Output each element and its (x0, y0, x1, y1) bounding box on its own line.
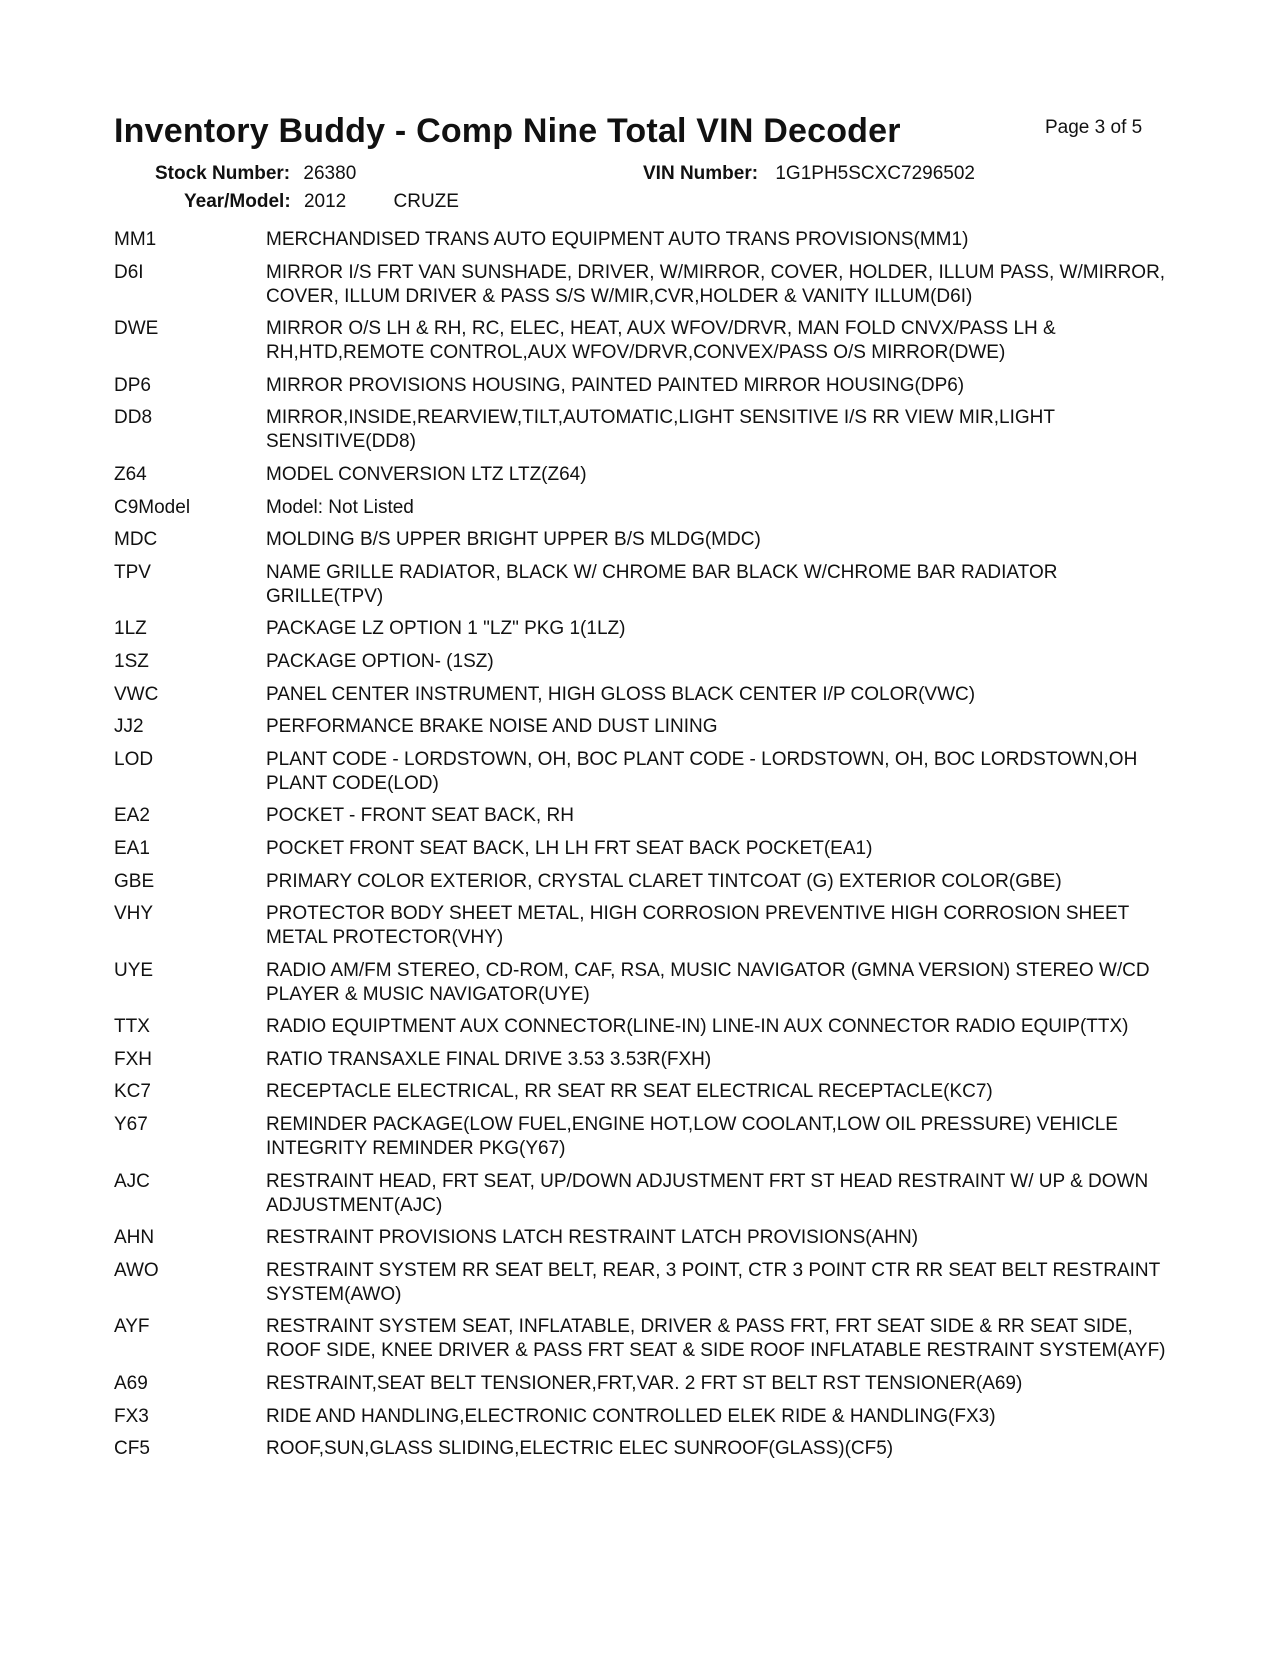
option-row (114, 650, 1174, 674)
option-description: POCKET - FRONT SEAT BACK, RH (266, 805, 574, 827)
option-code: A69 (114, 1373, 148, 1395)
option-code: D6I (114, 261, 144, 283)
option-description: REMINDER PACKAGE(LOW FUEL,ENGINE HOT,LOW COOLANT,LOW OIL PRESSURE) VEHICLE INTEGRITY REMINDER PKG(Y67) (266, 1114, 1118, 1160)
option-row (114, 261, 1174, 309)
option-description: RIDE AND HANDLING,ELECTRONIC CONTROLLED ELEK RIDE & HANDLING(FX3) (266, 1405, 996, 1427)
option-row (114, 804, 1174, 828)
option-row (114, 902, 1174, 950)
year-model-row (184, 191, 459, 213)
option-description: RADIO AM/FM STEREO, CD-ROM, CAF, RSA, MUSIC NAVIGATOR (GMNA VERSION) STEREO W/CD PLAYER & MUSIC NAVIGATOR(UYE) (266, 959, 1150, 1005)
option-description: RESTRAINT,SEAT BELT TENSIONER,FRT,VAR. 2 FRT ST BELT RST TENSIONER(A69) (266, 1373, 1023, 1395)
option-description: PACKAGE LZ OPTION 1 "LZ" PKG 1(1LZ) (266, 618, 626, 640)
option-code: VHY (114, 903, 154, 925)
vin-number-value: 1G1PH5SCXC7296502 (775, 163, 975, 184)
option-code: GBE (114, 870, 155, 892)
option-row (114, 1372, 1174, 1396)
option-description: PERFORMANCE BRAKE NOISE AND DUST LINING (266, 716, 718, 738)
option-code: VWC (114, 683, 159, 705)
option-description: RESTRAINT PROVISIONS LATCH RESTRAINT LATCH PROVISIONS(AHN) (266, 1227, 919, 1249)
option-code: Y67 (114, 1114, 148, 1136)
option-description: RECEPTACLE ELECTRICAL, RR SEAT RR SEAT ELECTRICAL RECEPTACLE(KC7) (266, 1081, 993, 1103)
option-description: POCKET FRONT SEAT BACK, LH LH FRT SEAT BACK POCKET(EA1) (266, 837, 873, 859)
option-code: EA2 (114, 805, 150, 827)
vin-number-label: VIN Number: (643, 163, 759, 184)
option-code: FX3 (114, 1405, 149, 1427)
stock-number-value: 26380 (303, 163, 357, 184)
option-description: RATIO TRANSAXLE FINAL DRIVE 3.53 3.53R(FXH) (266, 1048, 712, 1070)
option-row (114, 1113, 1174, 1161)
option-description: MIRROR O/S LH & RH, RC, ELEC, HEAT, AUX WFOV/DRVR, MAN FOLD CNVX/PASS LH & RH,HTD,REMOTE CONTROL,AUX WFOV/DRVR,CONVEX/PASS O/S MIRROR(DWE) (266, 318, 1056, 364)
option-description: PRIMARY COLOR EXTERIOR, CRYSTAL CLARET TINTCOAT (G) EXTERIOR COLOR(GBE) (266, 870, 1062, 892)
option-description: MIRROR PROVISIONS HOUSING, PAINTED PAINTED MIRROR HOUSING(DP6) (266, 374, 965, 396)
stock-number-row (155, 163, 356, 185)
option-code: CF5 (114, 1438, 150, 1460)
option-row (114, 959, 1174, 1007)
option-row (114, 406, 1174, 454)
page-title: Inventory Buddy - Comp Nine Total VIN Decoder (114, 112, 901, 150)
option-code: TPV (114, 561, 151, 583)
option-code: FXH (114, 1048, 152, 1070)
option-row (114, 1405, 1174, 1429)
option-description: PACKAGE OPTION- (1SZ) (266, 650, 494, 672)
option-description: ROOF,SUN,GLASS SLIDING,ELECTRIC ELEC SUNROOF(GLASS)(CF5) (266, 1438, 894, 1460)
option-description: MODEL CONVERSION LTZ LTZ(Z64) (266, 463, 587, 485)
option-code: C9Model (114, 496, 191, 518)
options-list (114, 228, 1174, 1470)
option-code: MM1 (114, 229, 157, 250)
option-description: RESTRAINT SYSTEM RR SEAT BELT, REAR, 3 POINT, CTR 3 POINT CTR RR SEAT BELT RESTRAINT SYSTEM(AWO) (266, 1259, 1160, 1305)
option-description: RESTRAINT HEAD, FRT SEAT, UP/DOWN ADJUSTMENT FRT ST HEAD RESTRAINT W/ UP & DOWN ADJUSTMENT(AJC) (266, 1170, 1149, 1216)
option-code: AHN (114, 1227, 155, 1249)
option-description: Model: Not Listed (266, 496, 414, 518)
option-row (114, 748, 1174, 796)
option-code: TTX (114, 1016, 150, 1038)
option-code: 1LZ (114, 618, 147, 640)
option-row (114, 1226, 1174, 1250)
year-model-label: Year/Model: (184, 191, 291, 212)
option-code: 1SZ (114, 650, 149, 672)
option-row (114, 683, 1174, 707)
option-description: PANEL CENTER INSTRUMENT, HIGH GLOSS BLACK CENTER I/P COLOR(VWC) (266, 683, 976, 705)
vin-number-row (643, 163, 975, 185)
option-description: RESTRAINT SYSTEM SEAT, INFLATABLE, DRIVER & PASS FRT, FRT SEAT SIDE & RR SEAT SIDE, ROOF SIDE, KNEE DRIVER & PASS FRT SEAT & SIDE ROOF INFLATABLE RESTRAINT SYSTEM(AYF) (266, 1316, 1166, 1362)
option-row (114, 528, 1174, 552)
option-row (114, 561, 1174, 609)
option-description: PROTECTOR BODY SHEET METAL, HIGH CORROSION PREVENTIVE HIGH CORROSION SHEET METAL PROTECTOR(VHY) (266, 903, 1129, 949)
option-code: Z64 (114, 463, 147, 485)
year-value: 2012 (303, 191, 347, 212)
option-code: EA1 (114, 837, 150, 859)
option-row (114, 228, 1174, 252)
option-row (114, 715, 1174, 739)
option-row (114, 1259, 1174, 1307)
option-code: AYF (114, 1316, 150, 1338)
model-value: CRUZE (393, 191, 459, 212)
option-code: JJ2 (114, 716, 144, 738)
page-number: Page 3 of 5 (1045, 117, 1143, 138)
option-row (114, 1170, 1174, 1218)
option-code: KC7 (114, 1081, 151, 1103)
option-code: DP6 (114, 374, 151, 396)
option-row (114, 463, 1174, 487)
option-description: PLANT CODE - LORDSTOWN, OH, BOC PLANT CODE - LORDSTOWN, OH, BOC LORDSTOWN,OH PLANT CODE(LOD) (266, 748, 1138, 794)
option-code: AWO (114, 1259, 159, 1281)
stock-number-label: Stock Number: (155, 163, 291, 184)
option-row (114, 374, 1174, 398)
option-row (114, 617, 1174, 641)
option-description: MOLDING B/S UPPER BRIGHT UPPER B/S MLDG(MDC) (266, 529, 761, 551)
option-row (114, 1315, 1174, 1363)
option-row (114, 317, 1174, 365)
option-code: AJC (114, 1170, 150, 1192)
option-row (114, 496, 1174, 520)
option-code: DD8 (114, 407, 153, 429)
option-row (114, 1437, 1174, 1461)
option-row (114, 1048, 1174, 1072)
option-description: MIRROR I/S FRT VAN SUNSHADE, DRIVER, W/MIRROR, COVER, HOLDER, ILLUM PASS, W/MIRROR, COVER, ILLUM DRIVER & PASS S/S W/MIR,CVR,HOLDER & VANITY ILLUM(D6I) (266, 261, 1166, 307)
option-code: MDC (114, 529, 158, 551)
option-code: DWE (114, 318, 159, 340)
option-row (114, 1080, 1174, 1104)
option-row (114, 837, 1174, 861)
option-code: UYE (114, 959, 154, 981)
option-code: LOD (114, 748, 154, 770)
option-description: MERCHANDISED TRANS AUTO EQUIPMENT AUTO TRANS PROVISIONS(MM1) (266, 229, 969, 250)
option-row (114, 870, 1174, 894)
option-description: RADIO EQUIPTMENT AUX CONNECTOR(LINE-IN) LINE-IN AUX CONNECTOR RADIO EQUIP(TTX) (266, 1016, 1129, 1038)
option-description: MIRROR,INSIDE,REARVIEW,TILT,AUTOMATIC,LIGHT SENSITIVE I/S RR VIEW MIR,LIGHT SENSITIVE(DD8) (266, 407, 1055, 453)
option-row (114, 1015, 1174, 1039)
option-description: NAME GRILLE RADIATOR, BLACK W/ CHROME BAR BLACK W/CHROME BAR RADIATOR GRILLE(TPV) (266, 561, 1058, 607)
